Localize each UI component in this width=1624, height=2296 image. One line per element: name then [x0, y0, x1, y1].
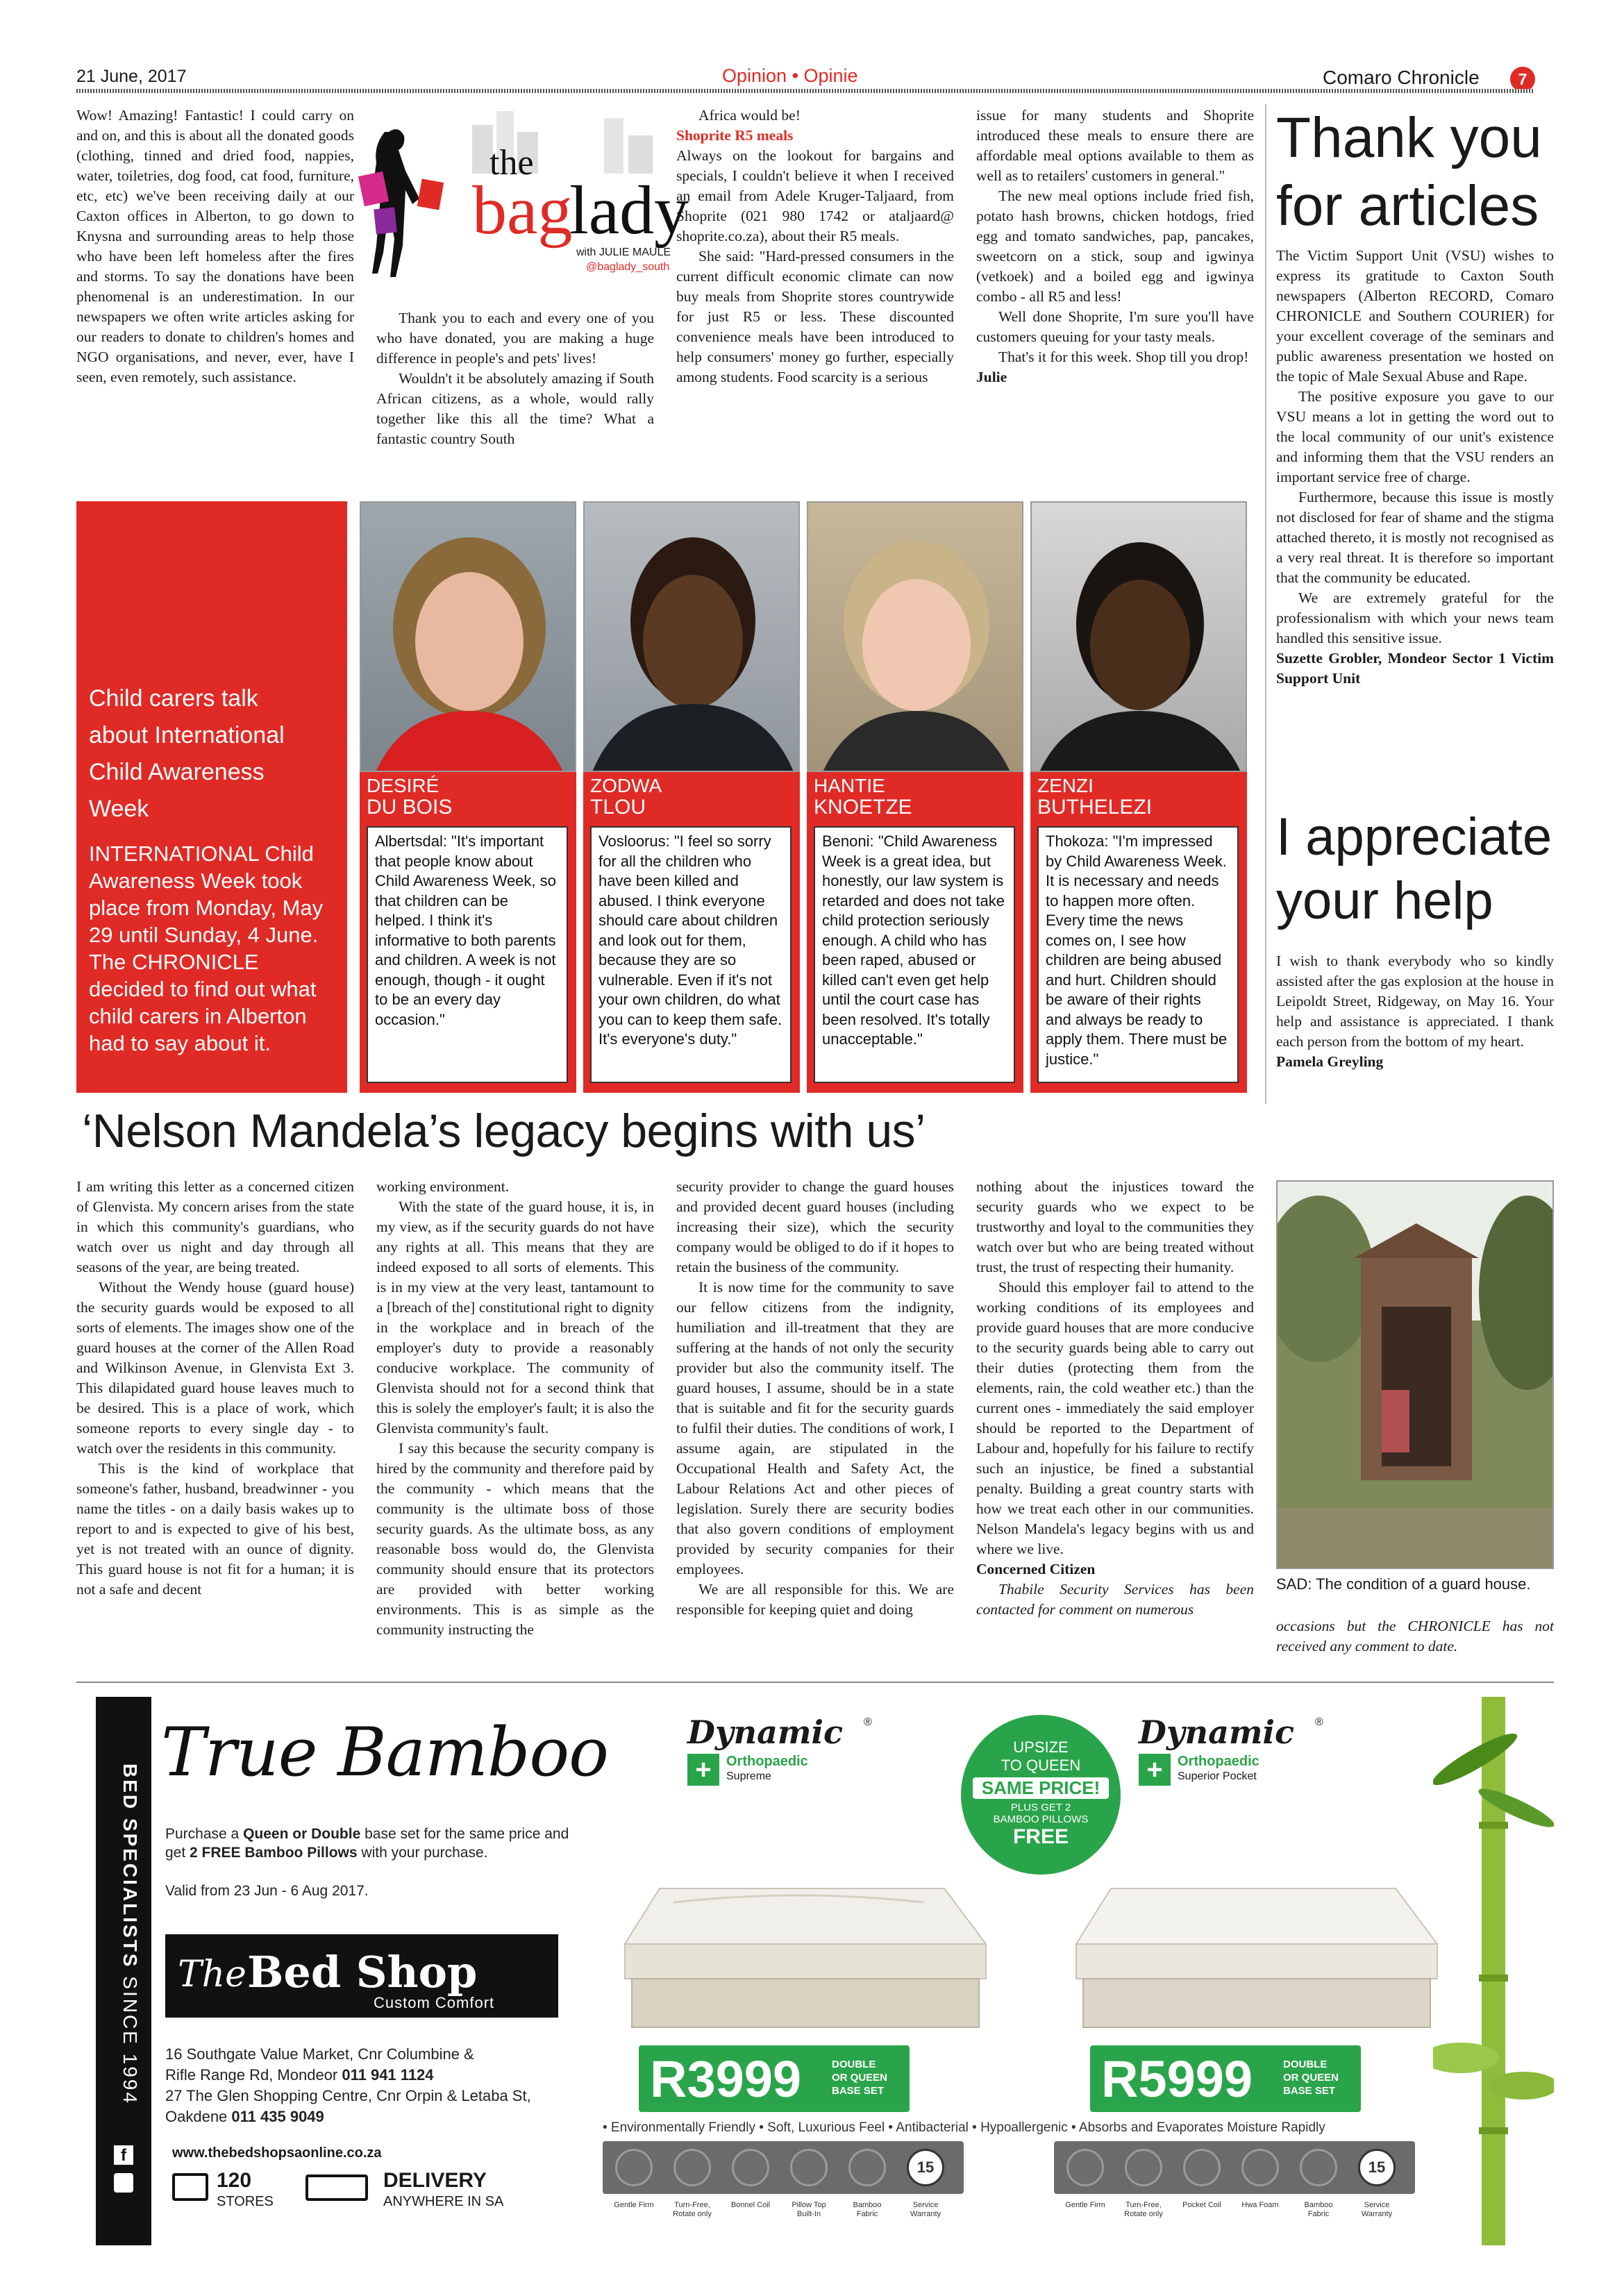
vox-quote-4: Thokoza: "I'm impressed by Child Awareness Week. It is necessary and needs to happen more often. Every time the news comes on, I see how children are being abused and hurt. Children should be aware of their rights and always be ready to apply them. There must be justice.": [1037, 826, 1239, 1083]
letter-thanks-sign: Suzette Grobler, Mondeor Sector 1 Victim Support Unit: [1276, 650, 1554, 687]
burst-line-1: UPSIZE: [1013, 1738, 1069, 1756]
baglady-sign: Julie: [976, 369, 1007, 385]
mandela-col1: I am writing this letter as a concerned citizen of Glenvista. My concern arises from the state in which this community's guardians, who watch over us night and day through all seasons of the year, are being treated. Without the Wendy house (guard house) the security guards would be exposed to all sorts of elements. The images show one of the guard houses at the corner of the Allen Road and Wilkinson Avenue, in Glenvista Ext 3. This dilapidated guard house leaves much to be desired. This is a place of work, which someone reports to every single day - to watch over the residents in this community. This is the kind of workplace that someone's father, husband, breadwinner - you name the titles - on a daily basis wakes up to report to and is expected to give of his best, yet is not treated with an ounce of dignity. This guard house is not fit for a human; it is not a safe and decent: [76, 1178, 354, 1598]
photo-desire-du-bois: [360, 501, 576, 772]
icon-label: Hwa Foam: [1241, 2201, 1279, 2209]
price-label-1: DOUBLE OR QUEEN BASE SET: [832, 2059, 888, 2097]
header-date: 21 June, 2017: [76, 67, 187, 86]
baglady-handle: @baglady_south: [586, 261, 670, 273]
icon-label: Bamboo Fabric: [853, 2201, 882, 2218]
header-paper: Comaro Chronicle: [1323, 67, 1480, 88]
photo-zodwa-tlou: [583, 501, 800, 772]
baglady-col1: Wow! Amazing! Fantastic! I could carry on and on, and this is about all the donated goods (clothing, tinned and dried food, nappies, water, toiletries, dog food, cat food, furniture, etc, etc) we've been receiving daily at our Caxton offices in Alberton, to go down to Knysna and surrounding areas to help those who have been left homeless after the fires and storms. To say the donations have been phenomenal is an underestimation. In our newspapers we often write articles asking for our readers to donate to children's homes and NGO organisations, and never, ever, have I seen, even remotely, such assistance.: [76, 107, 354, 385]
bamboo-decoration: [1433, 1697, 1554, 2245]
delivery-truck-icon: [305, 2175, 368, 2201]
photo-guard-house: [1276, 1180, 1554, 1569]
turn-free-icon: [673, 2149, 711, 2186]
vox-name-first-1: DESIRÉ: [367, 775, 440, 796]
baglady-logo-the: the: [489, 143, 534, 183]
vox-name-first-4: ZENZI: [1037, 775, 1094, 796]
vox-name-last-3: KNOETZE: [814, 796, 912, 819]
photo-hantie-knoetze: [807, 501, 1023, 772]
vox-headline: Child carers talk about International Child Awareness Week: [89, 685, 285, 822]
mandela-col3: security provider to change the guard houses and provided decent guard houses (including increasing their size), which the security company would be obliged to do if it hopes to retain the business of the community. It is now time for the community to save our fellow citizens from the indignity, humiliation and ill-treatment that they are suffering at the hands of not only the security provider but also the community itself. The guard houses, I assume, should be in a state that is suitable and fit for the security guards to fulfil their duties. The conditions of work, I assume again, are stipulated in the Occupational Health and Safety Act, the Labour Relations Act and other pieces of legislation. Surely there are security bodies that also govern conditions of employment provided by security companies for their employees. We are all responsible for this. We are responsible for keeping quiet and doing: [676, 1178, 954, 1618]
letter-title-appreciate: I appreciate your help: [1276, 807, 1552, 930]
burst-line-6: FREE: [1012, 1825, 1069, 1848]
ad-website[interactable]: www.thebedshopsaonline.co.za: [172, 2145, 382, 2161]
delivery-title: DELIVERY: [383, 2169, 487, 2192]
icon-label: Gentle Firm: [614, 2201, 654, 2209]
mandela-headline: ‘Nelson Mandela’s legacy begins with us’: [82, 1105, 926, 1157]
icon-label: Service Warranty: [1361, 2201, 1393, 2218]
stores-label: STORES: [217, 2194, 274, 2209]
vox-intro: INTERNATIONAL Child Awareness Week took place from Monday, May 29 until Sunday, 4 June. The CHRONICLE decided to find out what child carers in Alberton had to say about it.: [89, 841, 324, 1055]
twitter-icon[interactable]: [114, 2173, 133, 2193]
burst-line-4: PLUS GET 2: [1010, 1802, 1071, 1813]
burst-line-5: BAMBOO PILLOWS: [993, 1813, 1089, 1825]
vox-quote-3: Benoni: "Child Awareness Week is a great idea, but honestly, our law system is retarded and does not take child protection seriously enough. A child who has been raped, abused or killed can't even get help until the court case has been resolved. It's totally unacceptable.": [814, 826, 1015, 1083]
price-value-2: R5999: [1101, 2050, 1253, 2108]
stores-icon: [172, 2173, 208, 2201]
hwa-foam-icon: [1241, 2149, 1279, 2186]
vox-name-last-1: DU BOIS: [367, 796, 453, 819]
model-supreme: Supreme: [726, 1770, 771, 1782]
header-rule: [76, 89, 1534, 93]
bedshop-logo: [165, 1934, 558, 2018]
letter-appreciate-sign: Pamela Greyling: [1276, 1053, 1384, 1070]
dynamic-reg-2: ®: [1315, 1716, 1323, 1728]
model-superior: Superior Pocket: [1178, 1770, 1257, 1782]
dynamic-logo-2: [1139, 1713, 1347, 1790]
price-value-1: R3999: [650, 2050, 802, 2108]
gentle-firm-icon: [615, 2149, 653, 2186]
ad-side-text: BED SPECIALISTS SINCE 1994: [119, 1763, 141, 2105]
upsize-burst: [961, 1715, 1121, 1875]
photo-zenzi-buthelezi: [1030, 501, 1247, 772]
turn-free-icon-2: [1125, 2149, 1162, 2186]
burst-line-3: SAME PRICE!: [973, 1777, 1109, 1799]
dynamic-brand-2: Dynamic: [1139, 1713, 1295, 1751]
vox-name-first-2: ZODWA: [590, 775, 662, 796]
mattress-superior-image: [1069, 1805, 1444, 2034]
column-rule: [1265, 104, 1266, 1104]
letter-title-thanks: Thank you for articles: [1276, 106, 1542, 237]
bamboo-fabric-icon: [848, 2149, 886, 2186]
baglady-byline: with JULIE MAULE: [576, 246, 671, 258]
icon-label: Turn-Free, Rotate only: [673, 2201, 712, 2218]
ortho-label-1: Orthopaedic: [726, 1754, 808, 1769]
facebook-icon[interactable]: f: [114, 2145, 133, 2165]
icon-label: Pillow Top Built-In: [792, 2201, 826, 2218]
header-section: Opinion • Opinie: [722, 65, 858, 86]
burst-line-2: TO QUEEN: [1001, 1757, 1081, 1774]
warranty-badge-icon-2: 15: [1358, 2149, 1396, 2186]
baglady-col2: Thank you to each and every one of you who have donated, you are making a huge difference in people's and pets' lives! Wouldn't it be absolutely amazing if South African citizens, as a whole, would rally together like this all the time? What a fantastic country South: [376, 310, 654, 447]
vox-name-last-4: BUTHELEZI: [1037, 796, 1153, 819]
baglady-logo: [347, 104, 689, 285]
page-number: 7: [1510, 67, 1535, 92]
ad-offer: Purchase a Queen or Double base set for the same price and get 2 FREE Bamboo Pillows with your purchase.: [165, 1826, 569, 1861]
dynamic-logo-1: [687, 1713, 896, 1790]
letter-appreciate-body: I wish to thank everybody who so kindly assisted after the gas explosion at the house in Leipoldt Street, Ridgeway, on May 16. Your help and assistance is appreciated. I thank each person from the bottom of my heart. Pamela Greyling: [1276, 951, 1554, 1072]
ad-separator: [76, 1682, 1554, 1683]
ad-valid: Valid from 23 Jun - 6 Aug 2017.: [165, 1883, 369, 1899]
mandela-sign: Concerned Citizen: [976, 1561, 1096, 1577]
icon-label: Bamboo Fabric: [1304, 2201, 1333, 2218]
baglady-col3: Africa would be! Shoprite R5 meals Always on the lookout for bargains and specials, I couldn't believe it when I received an email from Adele Kruger-Taljaard, from Shoprite (021 980 1742 or ataljaard@ shoprite.co.za), about their R5 meals. She said: "Hard-pressed consumers in the current difficult economic climate can now buy meals from Shoprite stores countrywide for just R5 or less. These discounted convenience meals have been introduced to help consumers' money go further, especially among students. Food scarcity is a serious: [676, 107, 954, 385]
icon-label: Pocket Coil: [1182, 2201, 1221, 2209]
ad-address: 16 Southgate Value Market, Cnr Columbine & Rifle Range Rd, Mondeor 011 941 1124 27 The Glen Shopping Centre, Cnr Orpin & Letaba St, Oakdene 011 435 9049: [165, 2045, 531, 2125]
mandela-col4: nothing about the injustices toward the security guards who we expect to be trustworthy and loyal to the communities they watch over but who are being treated without trust, the trust of respecting their humanity. Should this employer fail to attend to the working conditions of its employees and provide guard houses that are more conducive to the security guards being able to carry out their duties (protecting them from the elements, rain, the cold weather etc.) than the current ones - immediately the said employer should be reported to the Department of Labour and, hopefully for his failure to rectify such an injustice, be fined a substantial penalty. Building a great country starts with how we treat each other in our communities. Nelson Mandela's legacy begins with us and where we live. Concerned Citizen Thabile Security Services has been contacted for comment on numerous: [976, 1178, 1254, 1618]
icon-label: Gentle Firm: [1065, 2201, 1105, 2209]
mandela-note-end: occasions but the CHRONICLE has not received any comment to date.: [1276, 1618, 1554, 1654]
ortho-cross-icon: +: [687, 1754, 719, 1786]
letter-thanks-body: The Victim Support Unit (VSU) wishes to express its gratitude to Caxton South newspapers (Alberton RECORD, Comaro CHRONICLE and Southern COURIER) for your excellent coverage of the seminars and public awareness presentation we hosted on the topic of Male Sexual Abuse and Rape. The positive exposure you gave to our VSU means a lot in getting the word out to the local community of our unit's existence and informing them that the VSU renders an important service free of charge. Furthermore, because this issue is mostly not disclosed for fear of shame and the stigma attached thereto, it is mostly not recognised as a very real threat. It is therefore so important that the community be educated. We are extremely grateful for the professionalism with which your news team handled this sensitive issue. Suzette Grobler, Mondeor Sector 1 Victim Support Unit: [1276, 246, 1554, 689]
pillow-top-icon: [790, 2149, 828, 2186]
dynamic-reg-1: ®: [864, 1716, 872, 1728]
pocket-coil-icon: [1183, 2149, 1221, 2186]
baglady-logo-bag: bag: [472, 171, 573, 249]
mandela-col2: working environment. With the state of the guard house, it is, in my view, as if the security guards do not have any rights at all. This means that they are indeed exposed to all sorts of elements. This is in my view at the very least, tantamount to a [breach of the] constitutional right to dignity in the workplace and in breach of the employer's duty to provide a reasonably conducive workplace. The community of Glenvista should not for a second think that this is solely the employer's fault; it is also the Glenvista community's fault. I say this because the security company is hired by the community and therefore paid by the community - which means that the community is the ultimate boss of those security guards. As the ultimate boss, as any reasonable boss would do, the Glenvista community should ensure that its protectors are provided with better working environments. This is as simple as the community instructing the: [376, 1178, 654, 1638]
dynamic-brand-1: Dynamic: [687, 1713, 844, 1751]
subhead-shoprite: Shoprite R5 meals: [676, 127, 794, 144]
gentle-firm-icon-2: [1066, 2149, 1104, 2186]
bedshop-logo-name: Bed Shop: [247, 1947, 478, 1997]
warranty-badge-icon: 15: [907, 2149, 944, 2186]
price-label-2: DOUBLE OR QUEEN BASE SET: [1283, 2059, 1339, 2097]
vox-name-first-3: HANTIE: [814, 775, 885, 796]
ad-features: • Environmentally Friendly • Soft, Luxurious Feel • Antibacterial • Hypoallergenic • Absorbs and Evaporates Moisture Rapidly: [603, 2120, 1325, 2135]
bedshop-logo-the: The: [178, 1954, 246, 1995]
bonnel-coil-icon: [732, 2149, 769, 2186]
baglady-col4: issue for many students and Shoprite introduced these meals to ensure there are affordable meal options available to them as well as to retailers' customers in general." The new meal options include fried fish, potato hash browns, chicken hotdogs, fried egg and tomato sandwiches, pap, pancakes, sweetcorn on a stick, soup and igwinya (vetkoek) and a boiled egg and igwinya combo - all R5 and less! Well done Shoprite, I'm sure you'll have customers queuing for your tasty meals. That's it for this week. Shop till you drop! Julie: [976, 106, 1254, 387]
vox-name-last-2: TLOU: [590, 796, 646, 819]
delivery-sub: ANYWHERE IN SA: [383, 2194, 504, 2209]
vox-quote-2: Vosloorus: "I feel so sorry for all the children who have been killed and abused. I think everyone should care about children and look out for them, because they are so vulnerable. Even if it's not your own children, do what you can to keep them safe. It's everyone's duty.": [590, 826, 792, 1083]
baglady-logo-lady: lady: [569, 171, 689, 249]
icon-label: Service Warranty: [910, 2201, 941, 2218]
icon-label: Bonnel Coil: [730, 2201, 771, 2209]
photo-caption: SAD: The condition of a guard house.: [1276, 1575, 1531, 1593]
price-tag-1: [639, 2045, 910, 2112]
bedshop-logo-sub: Custom Comfort: [374, 1994, 495, 2011]
bamboo-fabric-icon-2: [1300, 2149, 1337, 2186]
icon-label: Turn-Free, Rotate only: [1124, 2201, 1163, 2218]
vox-quote-1: Albertsdal: "It's important that people know about Child Awareness Week, so that children can be helped. I think it's informative to both parents and children. A week is not enough, though - it ought to be an every day occasion.": [367, 826, 568, 1083]
mattress-supreme-image: [618, 1805, 993, 2034]
ad-brand-script: True Bamboo: [161, 1713, 608, 1791]
stores-count: 120: [217, 2169, 252, 2192]
ortho-label-2: Orthopaedic: [1178, 1754, 1259, 1769]
price-tag-2: [1090, 2045, 1361, 2112]
ortho-cross-icon-2: +: [1139, 1754, 1171, 1786]
